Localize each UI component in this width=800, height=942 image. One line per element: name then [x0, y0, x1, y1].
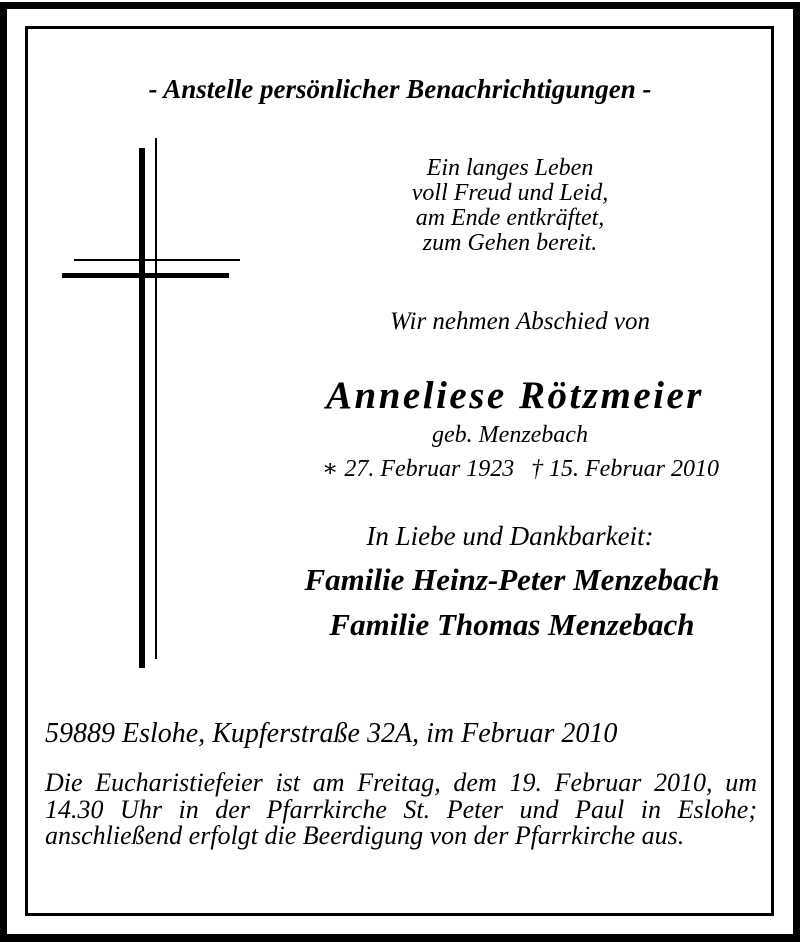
poem-line: Ein langes Leben: [426, 155, 594, 181]
cross-horizontal-thin-bar: [74, 259, 240, 261]
poem-line: am Ende entkräftet,: [415, 205, 605, 231]
notice-header: - Anstelle persönlicher Benachrichtigungen -: [148, 74, 652, 104]
poem-line: zum Gehen bereit.: [422, 230, 598, 256]
maiden-name: geb. Menzebach: [432, 422, 588, 448]
family-name: Familie Heinz-Peter Menzebach: [304, 562, 720, 597]
cross-horizontal-thick-bar: [62, 273, 229, 278]
service-info: Die Eucharistiefeier ist am Freitag, dem 19. Februar 2010, um 14.30 Uhr in der Pfarrkirche St. Peter und Paul in Eslohe; anschließend erfolgt die Beerdigung von der Pfarrkirche aus.: [45, 768, 757, 850]
closing-line: In Liebe und Dankbarkeit:: [366, 521, 654, 551]
farewell-intro: Wir nehmen Abschied von: [390, 308, 650, 335]
deceased-name: Anneliese Rötzmeier: [326, 374, 704, 417]
poem-verse: [360, 156, 660, 256]
address-line: 59889 Eslohe, Kupferstraße 32A, im Februar 2010: [45, 718, 618, 749]
birth-date: ∗ 27. Februar 1923: [322, 456, 515, 482]
cross-vertical-thin-bar: [155, 138, 157, 659]
death-date: † 15. Februar 2010: [531, 456, 719, 482]
poem-line: voll Freud und Leid,: [411, 180, 609, 206]
family-name: Familie Thomas Menzebach: [329, 607, 695, 642]
cross-vertical-thick-bar: [139, 148, 145, 668]
